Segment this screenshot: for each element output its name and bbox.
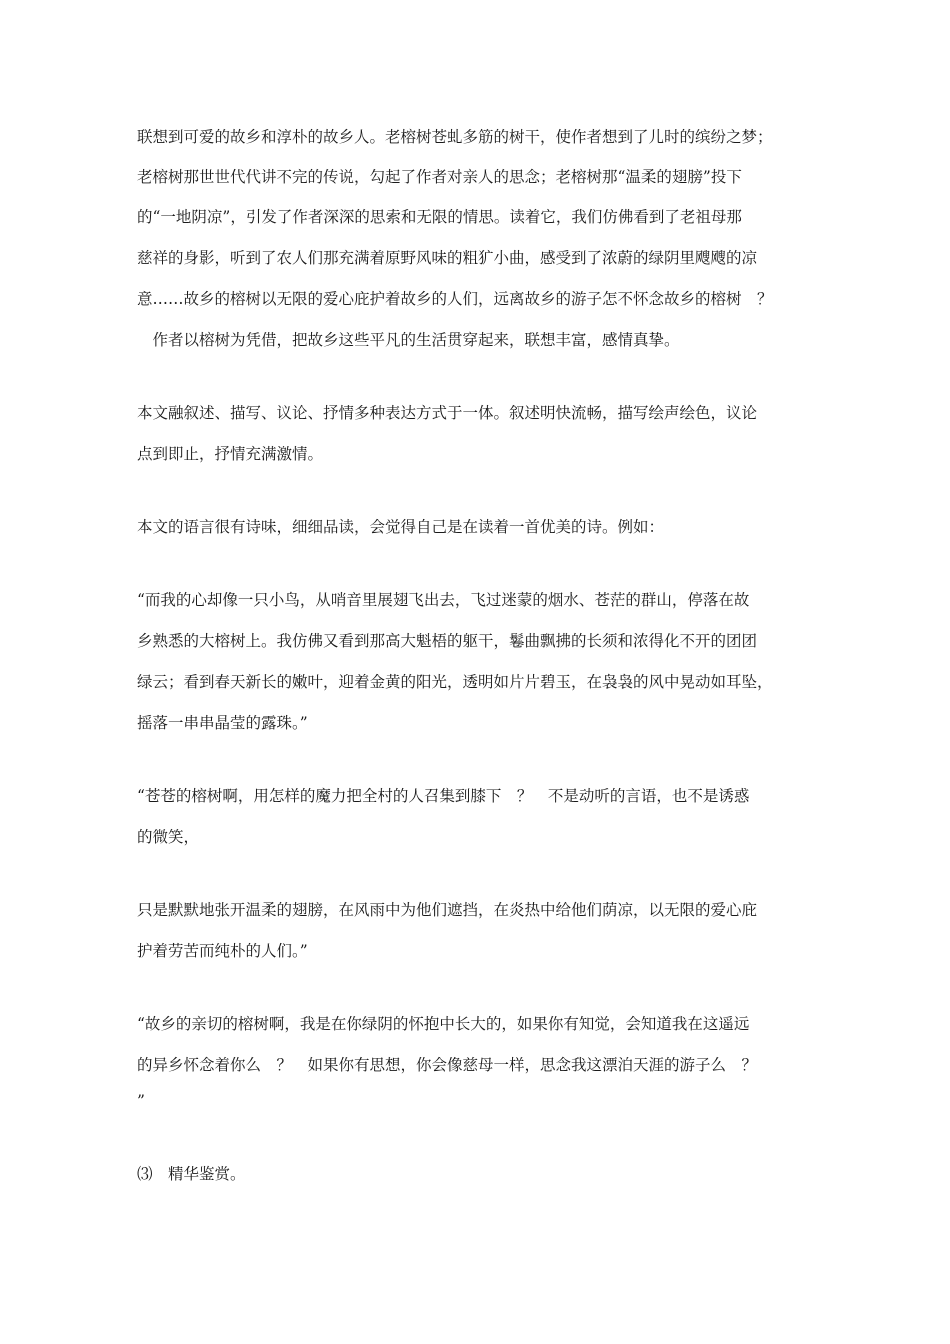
text-line: “故乡的亲切的榕树啊，我是在你绿阴的怀抱中长大的，如果你有知觉，会知道我在这遥远	[137, 1015, 750, 1033]
text-line: 绿云；看到春天新长的嫩叶，迎着金黄的阳光，透明如片片碧玉，在袅袅的风中晃动如耳坠，	[137, 673, 773, 691]
text-line: 摇落一串串晶莹的露珠。”	[137, 714, 308, 732]
text-line: 点到即止，抒情充满激情。	[137, 445, 324, 463]
text-line: 本文的语言很有诗味，细细品读，会觉得自己是在读着一首优美的诗。例如：	[137, 518, 665, 536]
text-line: 的异乡怀念着你么 ？ 如果你有思想，你会像慈母一样，思念我这漂泊天涯的游子么 ？	[137, 1056, 758, 1074]
text-line: 作者以榕树为凭借，把故乡这些平凡的生活贯穿起来，联想丰富，感情真挚。	[137, 331, 680, 349]
text-line: 的微笑，	[137, 828, 200, 846]
text-line: 只是默默地张开温柔的翅膀，在风雨中为他们遮挡，在炎热中给他们荫凉，以无限的爱心庇	[137, 901, 758, 919]
text-line: 护着劳苦而纯朴的人们。”	[137, 942, 308, 960]
text-line: 老榕树那世世代代讲不完的传说，勾起了作者对亲人的思念；老榕树那“温柔的翅膀”投下	[137, 168, 742, 186]
text-line: 慈祥的身影，听到了农人们那充满着原野风味的粗犷小曲，感受到了浓蔚的绿阴里飕飕的凉	[137, 249, 758, 267]
text-line: 意……故乡的榕树以无限的爱心庇护着故乡的人们，远离故乡的游子怎不怀念故乡的榕树 ？	[137, 290, 773, 308]
text-line: 乡熟悉的大榕树上。我仿佛又看到那高大魁梧的躯干，鬈曲飘拂的长须和浓得化不开的团团	[137, 632, 758, 650]
text-line: “而我的心却像一只小鸟，从哨音里展翅飞出去，飞过迷蒙的烟水、苍茫的群山，停落在故	[137, 591, 750, 609]
text-line: 的“一地阴凉”，引发了作者深深的思索和无限的情思。读着它，我们仿佛看到了老祖母那	[137, 208, 742, 226]
text-line: “苍苍的榕树啊，用怎样的魔力把全村的人召集到膝下 ？ 不是动听的言语，也不是诱惑	[137, 787, 750, 805]
section-heading: ⑶ 精华鉴赏。	[137, 1165, 246, 1183]
text-line: ”	[137, 1092, 145, 1110]
text-line: 联想到可爱的故乡和淳朴的故乡人。老榕树苍虬多筋的树干，使作者想到了儿时的缤纷之梦；	[137, 128, 773, 146]
text-line: 本文融叙述、描写、议论、抒情多种表达方式于一体。叙述明快流畅，描写绘声绘色，议论	[137, 404, 758, 422]
